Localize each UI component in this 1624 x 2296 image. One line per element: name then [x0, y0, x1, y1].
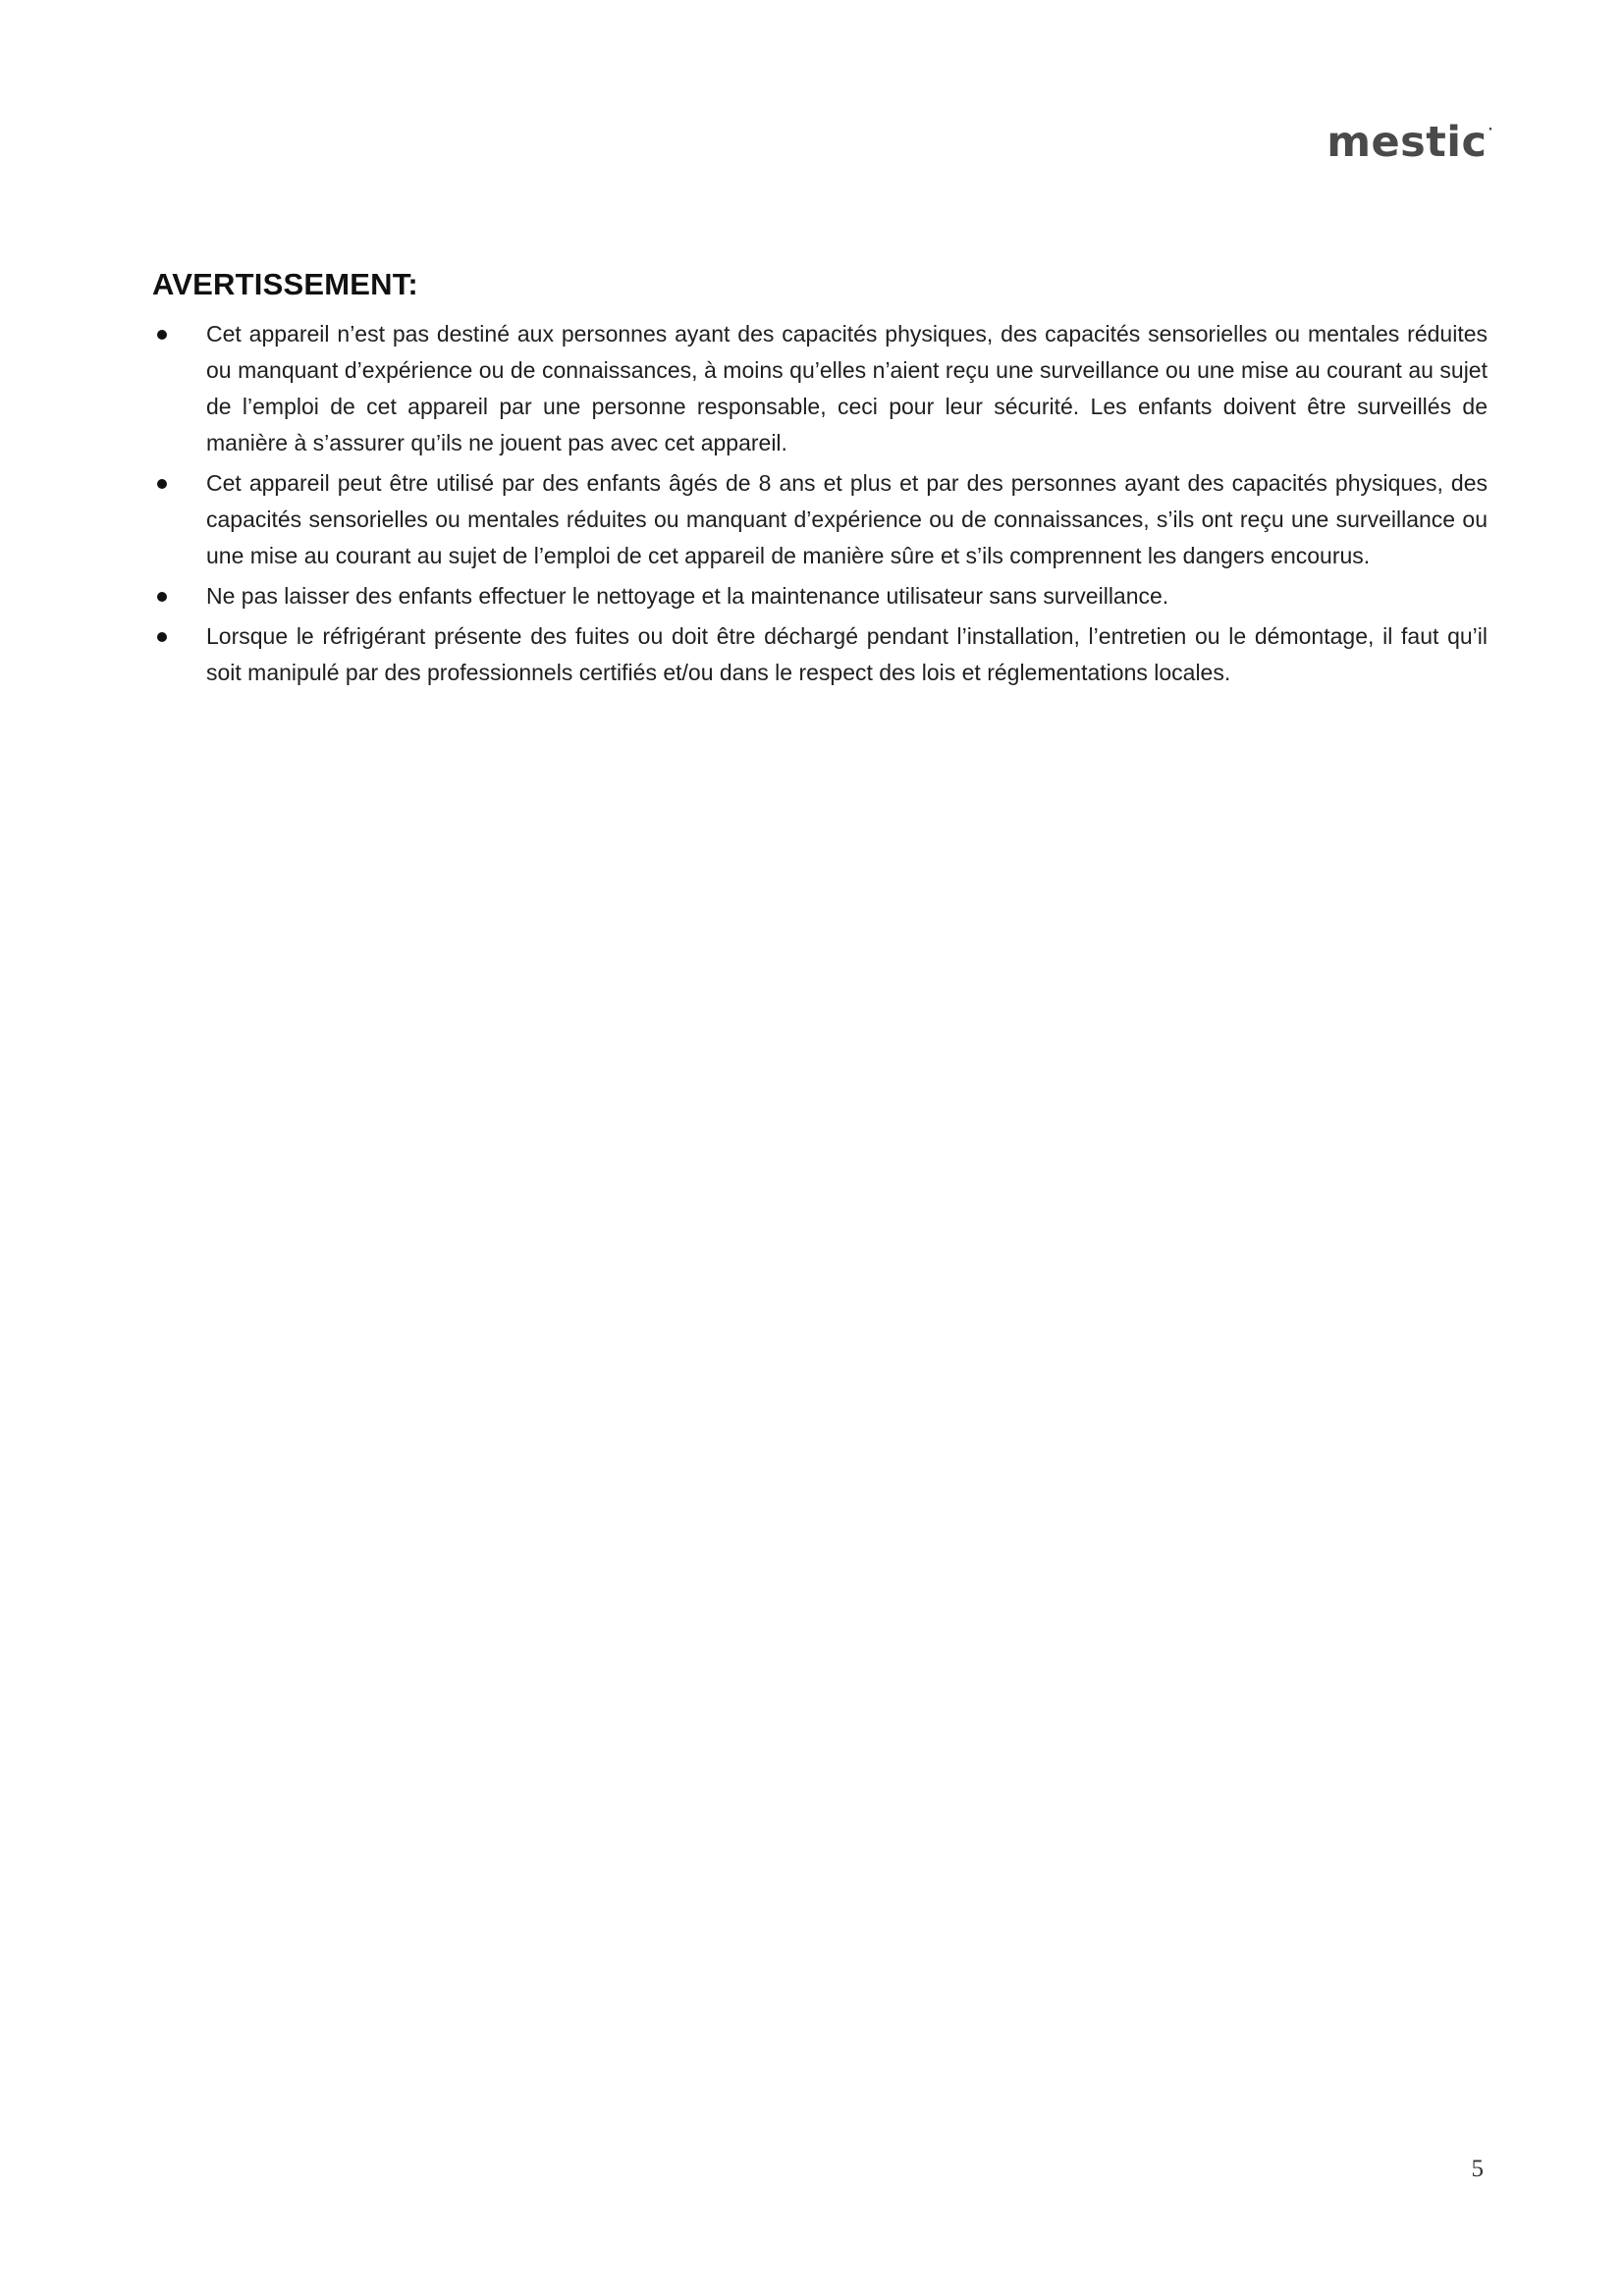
section-heading: AVERTISSEMENT: — [152, 267, 418, 301]
warning-text: Ne pas laisser des enfants effectuer le nettoyage et la maintenance utilisateur sans surveillance. — [206, 583, 1169, 609]
warning-list — [152, 316, 1488, 695]
bullet-icon — [157, 632, 167, 642]
bullet-icon — [157, 330, 167, 340]
warning-item — [152, 465, 1488, 574]
warning-text: Cet appareil peut être utilisé par des enfants âgés de 8 ans et plus et par des personnes ayant des capacités physiques, des capacités sensorielles ou mentales réduites ou manquant d’expérience ou de connaissances, s’ils ont reçu une surveillance ou une mise au courant au sujet de l’emploi de cet appareil de manière sûre et s’ils comprennent les dangers encourus. — [206, 470, 1488, 568]
bullet-icon — [157, 592, 167, 602]
brand-name: mestic — [1326, 118, 1488, 167]
brand-mark: · — [1488, 122, 1493, 137]
brand-logo — [1326, 118, 1493, 167]
warning-text: Lorsque le réfrigérant présente des fuites ou doit être déchargé pendant l’installation, l’entretien ou le démontage, il faut qu’il soit manipulé par des professionnels certifiés et/ou dans le respect des lois et réglementations locales. — [206, 623, 1488, 685]
warning-text: Cet appareil n’est pas destiné aux personnes ayant des capacités physiques, des capacités sensorielles ou mentales réduites ou manquant d’expérience ou de connaissances, à moins qu’elles n’aient reçu une surveillance ou une mise au courant au sujet de l’emploi de cet appareil par une personne responsable, ceci pour leur sécurité. Les enfants doivent être surveillés de manière à s’assurer qu’ils ne jouent pas avec cet appareil. — [206, 321, 1488, 455]
page-number: 5 — [1471, 2156, 1484, 2182]
bullet-icon — [157, 479, 167, 489]
warning-item — [152, 316, 1488, 461]
warning-item — [152, 618, 1488, 691]
warning-item — [152, 578, 1488, 614]
